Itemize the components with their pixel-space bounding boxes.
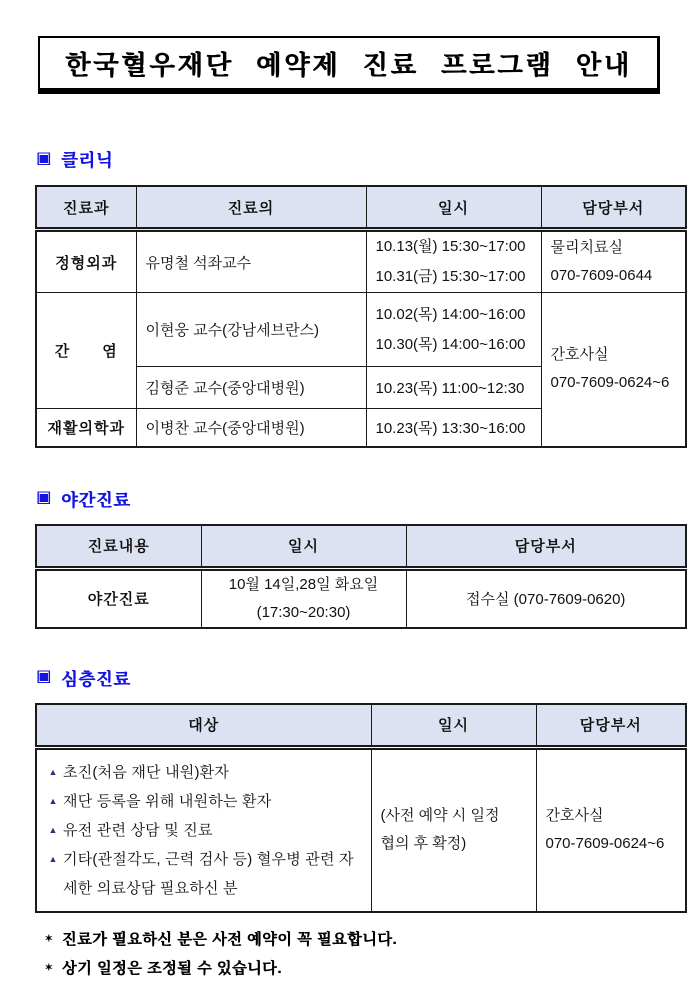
list-item [43,845,367,903]
clinic-ortho-office [541,230,686,293]
note-line [44,958,700,979]
title-banner [38,36,660,94]
clinic-header-row [36,186,686,230]
night-header-row [36,525,686,569]
datetime-line: 10.13(월) 15:30~17:00 [375,238,526,255]
datetime-line: 10.31(금) 15:30~17:00 [375,268,526,285]
deep-header-target: 대상 [36,704,371,748]
office-phone: 070-7609-0624~6 [545,835,665,852]
table-row [36,568,686,628]
clinic-ortho-datetime [366,230,541,293]
star-bullet-icon: ✶ [44,961,54,974]
section-heading-clinic [36,146,700,171]
clinic-header-office: 담당부서 [541,186,686,230]
clinic-header-datetime: 일시 [366,186,541,230]
deep-target-cell [36,747,371,912]
section-label: 심층진료 [61,669,131,689]
clinic-ortho-dept: 정형외과 [36,230,136,293]
list-item [43,758,367,787]
clinic-hepatitis-doctor-2: 김형준 교수(중앙대병원) [136,367,366,409]
datetime-line: 10.02(목) 14:00~16:00 [375,305,526,323]
deep-datetime-cell [371,747,536,912]
note-line [44,929,700,950]
clinic-hepatitis-doctor-1: 이현웅 교수(강남세브란스) [136,293,366,367]
target-bullet-list [37,750,371,911]
triangle-bullet-icon: ▲ [48,795,58,806]
section-heading-night [36,486,700,511]
office-name: 물리치료실 [550,239,623,256]
triangle-bullet-icon: ▲ [48,853,58,864]
list-item [43,816,367,845]
datetime-line: (17:30~20:30) [256,603,351,621]
clinic-nursing-office [541,293,686,447]
deep-table [35,703,687,913]
list-item-text: 유전 관련 상담 및 진료 [63,821,213,839]
table-row [36,747,686,912]
section-label: 야간진료 [61,490,131,510]
night-content-cell: 야간진료 [36,568,201,628]
triangle-bullet-icon: ▲ [48,824,58,835]
deep-header-row [36,704,686,748]
star-bullet-icon: ✶ [44,932,54,945]
deep-header-office: 담당부서 [536,704,686,748]
note-text: 상기 일정은 조정될 수 있습니다. [62,959,283,977]
datetime-line: (사전 예약 시 일정 [380,807,500,824]
deep-header-datetime: 일시 [371,704,536,748]
office-phone: 070-7609-0624~6 [550,374,670,392]
section-label: 클리닉 [61,151,114,170]
clinic-header-doctor: 진료의 [136,186,366,230]
clinic-ortho-doctor: 유명철 석좌교수 [136,230,366,293]
section-heading-deep [36,665,700,690]
clinic-table [35,185,687,448]
page-title: 한국혈우재단 예약제 진료 프로그램 안내 [65,50,632,80]
clinic-hepatitis-datetime-1 [366,293,541,367]
office-phone: 070-7609-0644 [550,267,653,284]
document-page [0,36,700,1001]
table-row [36,293,686,367]
night-header-datetime: 일시 [201,525,406,569]
night-table [35,524,687,629]
note-text: 진료가 필요하신 분은 사전 예약이 꼭 필요합니다. [62,930,398,948]
list-item-text: 재단 등록을 위해 내원하는 환자 [63,792,272,810]
night-header-content: 진료내용 [36,525,201,569]
night-header-office: 담당부서 [406,525,686,569]
datetime-line: 10.30(목) 14:00~16:00 [375,335,526,353]
section-marker-icon: ▣ [36,489,53,506]
datetime-line: 10월 14일,28일 화요일 [228,575,379,593]
clinic-hepatitis-dept: 간 염 [36,293,136,409]
clinic-rehab-datetime: 10.23(목) 13:30~16:00 [366,409,541,447]
section-marker-icon: ▣ [36,668,53,685]
clinic-header-dept: 진료과 [36,186,136,230]
deep-office-cell [536,747,686,912]
office-name: 간호사실 [545,807,604,824]
night-office-cell: 접수실 (070-7609-0620) [406,568,686,628]
footer-notes [44,929,700,979]
list-item-text: 기타(관절각도, 근력 검사 등) 혈우병 관련 자세한 의료상담 필요하신 분 [63,850,354,897]
list-item-text: 초진(처음 재단 내원)환자 [63,763,230,781]
office-name: 간호사실 [550,346,609,364]
clinic-rehab-dept: 재활의학과 [36,409,136,447]
clinic-hepatitis-datetime-2: 10.23(목) 11:00~12:30 [366,367,541,409]
clinic-rehab-doctor: 이병찬 교수(중앙대병원) [136,409,366,447]
table-row [36,230,686,293]
list-item [43,787,367,816]
section-marker-icon: ▣ [36,149,53,167]
triangle-bullet-icon: ▲ [48,766,58,777]
night-datetime-cell [201,568,406,628]
datetime-line: 협의 후 확정) [380,835,467,852]
